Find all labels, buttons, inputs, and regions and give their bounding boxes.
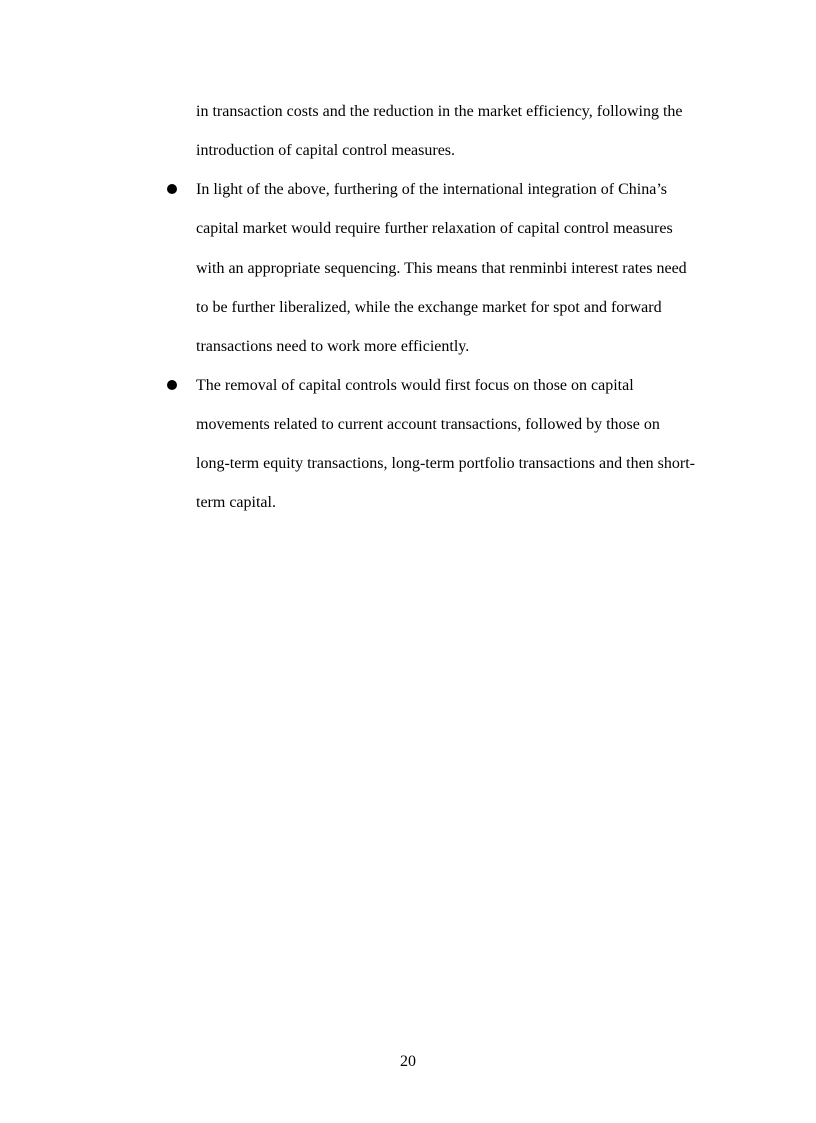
bullet-icon <box>167 380 177 390</box>
bullet-1-line-4: to be further liberalized, while the exchange market for spot and forward <box>196 299 662 316</box>
bullet-1-line-2: capital market would require further relaxation of capital control measures <box>196 220 673 237</box>
bullet-icon <box>167 184 177 194</box>
bullet-1-line-3: with an appropriate sequencing. This means that renminbi interest rates need <box>196 260 687 277</box>
bullet-2-line-3: long-term equity transactions, long-term portfolio transactions and then short- <box>196 455 695 472</box>
bullet-2-line-4: term capital. <box>196 494 276 511</box>
bullet-2-line-1: The removal of capital controls would first focus on those on capital <box>196 377 634 394</box>
bullet-1-line-5: transactions need to work more efficiently. <box>196 338 470 355</box>
bullet-2-line-2: movements related to current account transactions, followed by those on <box>196 416 660 433</box>
continuation-line-1: in transaction costs and the reduction in the market efficiency, following the <box>196 103 683 120</box>
continuation-line-2: introduction of capital control measures. <box>196 142 456 159</box>
page-number: 20 <box>400 1053 416 1070</box>
bullet-1-line-1: In light of the above, furthering of the international integration of China’s <box>196 181 667 198</box>
